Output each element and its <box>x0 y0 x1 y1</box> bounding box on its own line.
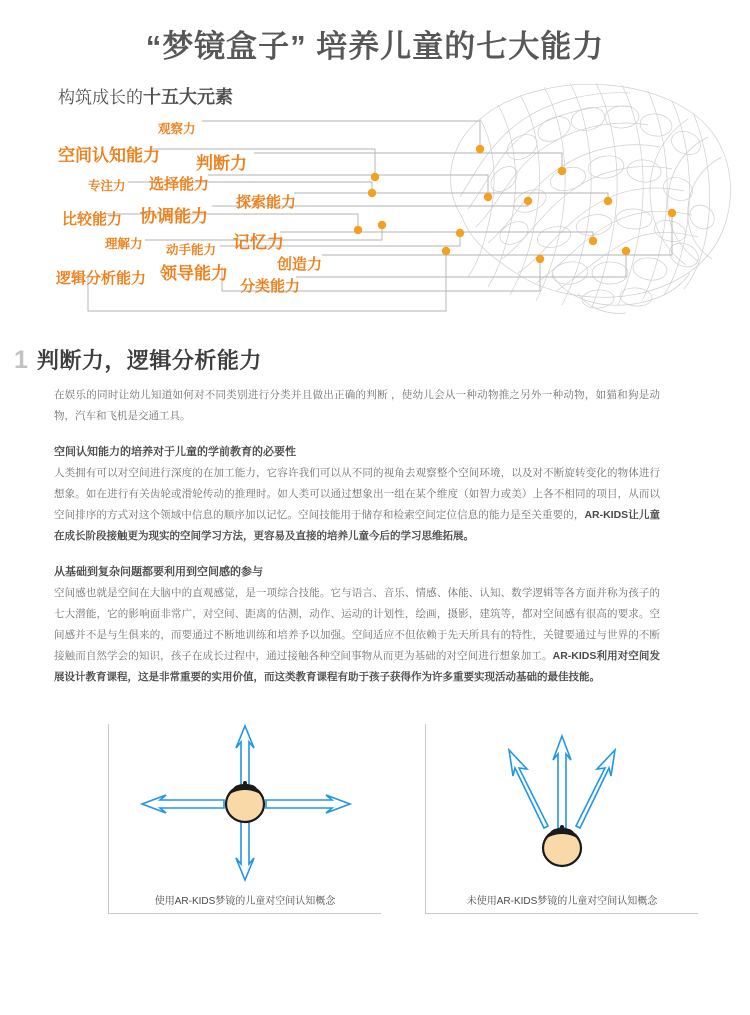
ability-label: 选择能力 <box>149 175 210 193</box>
intro-paragraph: 在娱乐的同时让幼儿知道如何对不同类别进行分类并且做出正确的判断 ，使幼儿会从一种动物推之另外一种动物，如猫和狗是动物，汽车和飞机是交通工具。 <box>54 388 660 422</box>
ability-label: 动手能力 <box>166 242 217 257</box>
child-head-icon <box>226 781 264 822</box>
figure-with-arkids <box>108 724 381 914</box>
section-title: 判断力，逻辑分析能力 <box>36 347 262 373</box>
section-one <box>0 344 750 688</box>
ability-label: 理解力 <box>105 236 143 251</box>
ability-label: 分类能力 <box>240 277 301 295</box>
paragraph-b-bold: AR-KIDS利用对空间发展设计教育课程，这是非常重要的实用价值，而这类教育课程有助于孩子获得作为许多重要实现活动基础的最佳技能。 <box>54 649 661 683</box>
paragraph-a-plain: 人类拥有可以对空间进行深度的在加工能力，它容许我们可以从不同的视角去观察整个空间环境，以及对不断旋转变化的物体进行想象。如在进行有关齿轮或滑轮传动的推理时。如人类可以通过想象出一组在某个维度（如智力或美）上各不相同的项目，从而以空间排序的方式对这个领域中信息的顺序加以记忆。空间技能用于储存和检索空间定位信息的能力是至关重要的， <box>54 466 660 521</box>
subheading-spatial-necessity: 空间认知能力的培养对于儿童的学前教育的必要性 <box>54 445 296 458</box>
four-direction-arrows-diagram <box>120 724 370 884</box>
comparison-figures <box>0 702 750 914</box>
figure-left-caption: 使用AR-KIDS梦镜的儿童对空间认知概念 <box>154 895 336 907</box>
page-title: “梦镜盒子” 培养儿童的七大能力 <box>145 29 605 64</box>
section-one-body <box>14 385 700 688</box>
figure-without-arkids <box>425 724 698 914</box>
paragraph-b-plain: 空间感也就是空间在大脑中的直观感觉，是一项综合技能。它与语言、音乐、情感、体能、认知、数学逻辑等各方面并称为孩子的七大潜能，它的影响面非常广，对空间、距离的估测，动作、运动的计划性，绘画，摄影，建筑等，都对空间感有很高的要求。空间感并不是与生俱来的，而要通过不断地训练和培养予以加强。空间适应不但依赖于先天所具有的特性，关键要通过与世界的不断接触而自然学会的知识，孩子在成长过程中，通过接触各种空间事物从而更为基础的对空间进行想象加工。 <box>54 586 660 662</box>
section-number: 1 <box>14 345 28 374</box>
elements-heading <box>58 83 233 109</box>
paragraph-a-bold: AR-KIDS让儿童在成长阶段接触更为现实的空间学习方法，更容易及直接的培养儿童今后的学习思维拓展。 <box>54 508 661 542</box>
ability-label: 观察力 <box>158 121 196 136</box>
ability-label: 专注力 <box>88 178 126 193</box>
ability-label: 领导能力 <box>160 263 228 283</box>
figure-right-caption: 未使用AR-KIDS梦镜的儿童对空间认知概念 <box>466 895 658 907</box>
brain-wireframe-illustration <box>402 67 742 317</box>
ability-label: 逻辑分析能力 <box>56 269 147 287</box>
ability-label: 协调能力 <box>140 206 208 226</box>
elements-heading-light: 构筑成长的 <box>58 87 143 107</box>
ability-label: 比较能力 <box>62 210 123 228</box>
elements-heading-strong: 十五大元素 <box>143 86 233 107</box>
three-upward-arrows-diagram <box>437 724 687 884</box>
ability-label: 探索能力 <box>236 193 297 211</box>
paragraph-spatial-participation <box>54 583 660 688</box>
ability-label: 记忆力 <box>233 232 284 252</box>
child-head-icon <box>543 825 581 866</box>
paragraph-spatial-necessity <box>54 463 660 547</box>
section-one-header <box>14 344 700 375</box>
subheading-spatial-participation: 从基础到复杂问题都要利用到空间感的参与 <box>54 565 263 578</box>
ability-label: 空间认知能力 <box>58 145 160 165</box>
ability-label: 创造力 <box>277 255 323 273</box>
ability-label: 判断力 <box>196 153 247 173</box>
brain-elements-section <box>0 75 750 330</box>
